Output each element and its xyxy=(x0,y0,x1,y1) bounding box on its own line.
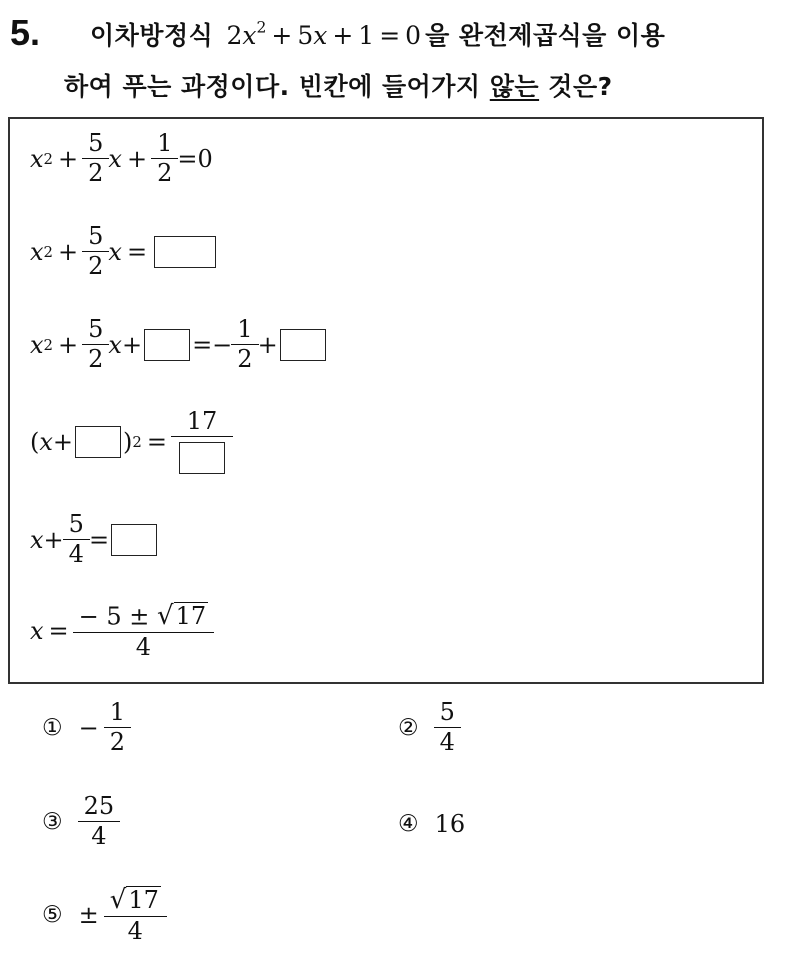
answer-blank[interactable] xyxy=(111,524,157,556)
emphasis-underlined: 않는 xyxy=(489,72,540,101)
option-3[interactable]: ③ $\frac{25}{4}$ xyxy=(42,794,119,849)
answer-blank[interactable] xyxy=(179,442,225,474)
question-lead: 이차방정식 xyxy=(90,21,214,50)
step-6: x = − 5 ± √ 17 4 xyxy=(30,602,213,660)
step-4: ( x + ) 2 = 17 xyxy=(30,409,232,474)
option-2[interactable]: ② $\frac{5}{4}$ xyxy=(398,700,460,755)
answer-blank[interactable] xyxy=(144,329,190,361)
step-2: x 2 + $\frac{5}{2}$ x = xyxy=(30,224,218,279)
answer-blank[interactable] xyxy=(154,236,216,268)
option-1[interactable]: ① − $\frac{1}{2}$ xyxy=(42,700,130,755)
fraction: $\frac{1}{2}$ xyxy=(154,131,175,186)
answer-blank[interactable] xyxy=(75,426,121,458)
fraction: $\frac{5}{4}$ xyxy=(66,512,87,567)
question-number: 5. xyxy=(10,12,41,53)
step-3: x 2 + $\frac{5}{2}$ x + = − $\frac{1}{2}$ + xyxy=(30,317,328,372)
question-text-line1 xyxy=(90,16,665,52)
fraction: $\frac{5}{2}$ xyxy=(85,317,106,372)
answer-blank[interactable] xyxy=(280,329,326,361)
fraction-with-blank-denominator: 17 xyxy=(174,409,230,474)
step-5: x + $\frac{5}{4}$ = xyxy=(30,512,159,567)
step-1: x 2 + $\frac{5}{2}$ x + $\frac{1}{2}$ = 0 xyxy=(30,129,213,188)
fraction: − 5 ± √ 17 4 xyxy=(76,602,212,660)
option-4[interactable]: ④ 16 xyxy=(398,810,466,838)
fraction: $\frac{5}{2}$ xyxy=(85,131,106,186)
question-suffix: 을 완전제곱식을 이용 xyxy=(425,21,666,50)
fraction: $\frac{1}{2}$ xyxy=(234,317,255,372)
fraction: $\frac{5}{2}$ xyxy=(85,224,106,279)
option-5[interactable]: ⑤ ± √ 17 4 xyxy=(42,886,166,944)
question-equation: $2x^2 + 5x + 1 = 0$ xyxy=(226,18,422,50)
question-text-line2: 하여 푸는 과정이다. 빈칸에 들어가지 않는 것은? xyxy=(64,72,613,101)
solution-box xyxy=(8,117,764,684)
